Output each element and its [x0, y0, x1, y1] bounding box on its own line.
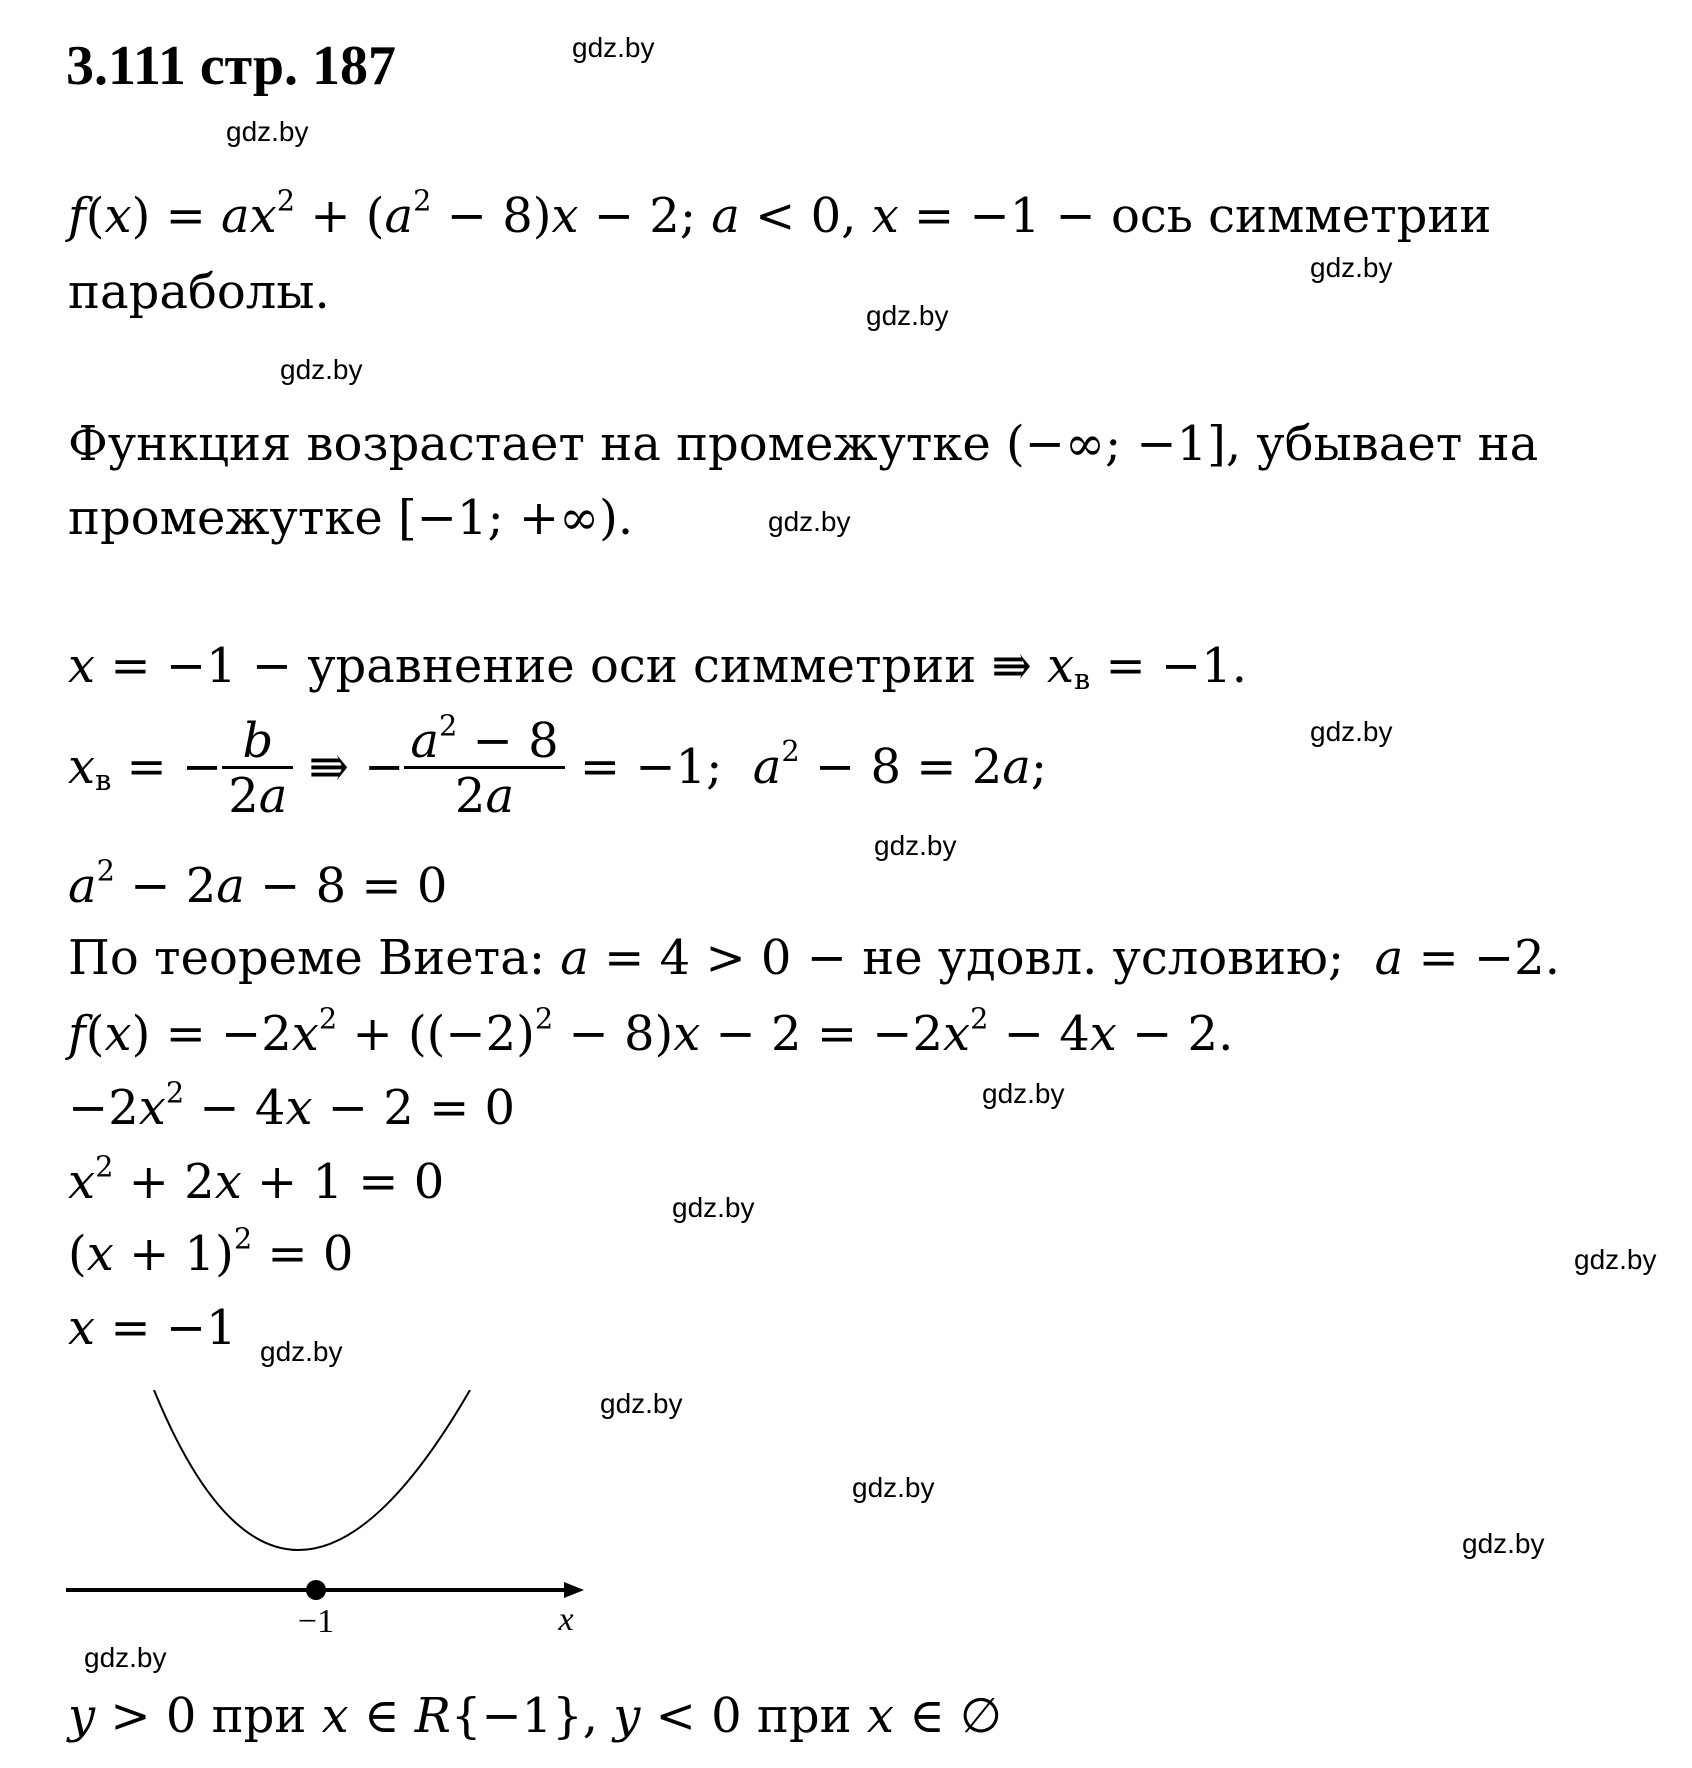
text-fragment: уравнение оси симметрии ⇛ — [307, 638, 1032, 694]
text-line: параболы. — [68, 264, 330, 320]
watermark: gdz.by — [226, 116, 309, 147]
equation-line: $x^2 + 2x + 1 = 0$ — [68, 1149, 445, 1210]
root-line: x = −1 — [68, 1300, 237, 1356]
watermark: gdz.by — [84, 1642, 167, 1673]
page-title: 3.111 стр. 187 — [66, 35, 397, 97]
watermark: gdz.by — [982, 1078, 1065, 1109]
watermark: gdz.by — [260, 1336, 343, 1367]
function-definition-line: $f(x) = ax^2 + (a^2 - 8)x - 2$; a < 0, x = −1 − ось симметрии — [68, 183, 1492, 244]
vertex-formula-line: $x_в$ = − $\frac{b}{2a}$ ⇛ − $\frac{a^2 - 8}{2a}$ = −1; $a^2 - 8 = 2a$; — [68, 708, 1048, 825]
text-line: Функция возрастает на промежутке (−∞; −1], убывает на — [68, 416, 1539, 472]
text-fragment: при — [756, 1688, 852, 1744]
conclusion-line: y > 0 при x ∈ R{−1}, y < 0 при x ∈ ∅ — [68, 1688, 1002, 1744]
watermark: gdz.by — [866, 300, 949, 331]
function-substitution-line: $f(x) = -2x^2 + ((-2)^2 - 8)x - 2 = -2x^2 - 4x - 2$. — [68, 1001, 1234, 1062]
quadratic-line: $a^2 - 2a - 8 = 0$ — [68, 853, 448, 914]
parabola-curve — [154, 1390, 470, 1550]
watermark: gdz.by — [1462, 1528, 1545, 1559]
watermark: gdz.by — [852, 1472, 935, 1503]
axis-label: x — [558, 1601, 574, 1638]
vertex-point — [306, 1580, 326, 1600]
parabola-graph — [60, 1390, 600, 1650]
tick-label: −1 — [297, 1603, 335, 1640]
equation-line: $(x + 1)^2 = 0$ — [68, 1221, 354, 1282]
watermark: gdz.by — [1310, 716, 1393, 747]
watermark: gdz.by — [874, 830, 957, 861]
text-fragment: ось симметрии — [1111, 188, 1492, 244]
watermark: gdz.by — [1574, 1244, 1657, 1275]
watermark: gdz.by — [768, 506, 851, 537]
watermark: gdz.by — [280, 354, 363, 385]
watermark: gdz.by — [1310, 252, 1393, 283]
text-fragment: при — [211, 1688, 307, 1744]
watermark: gdz.by — [672, 1192, 755, 1223]
x-axis-arrow — [564, 1582, 584, 1598]
text-line: промежутке [−1; +∞). — [68, 490, 634, 546]
watermark: gdz.by — [600, 1388, 683, 1419]
text-fragment: не удовл. условию; — [862, 930, 1345, 986]
axis-equation-line: x = −1 − уравнение оси симметрии ⇛ $x_в = -1$. — [68, 638, 1248, 697]
text-fragment: По теореме Виета: — [68, 930, 546, 986]
equation-line: $-2x^2 - 4x - 2 = 0$ — [68, 1075, 516, 1136]
vieta-line: По теореме Виета: a = 4 > 0 − не удовл. условию; a = −2. — [68, 930, 1560, 986]
watermark: gdz.by — [572, 32, 655, 63]
